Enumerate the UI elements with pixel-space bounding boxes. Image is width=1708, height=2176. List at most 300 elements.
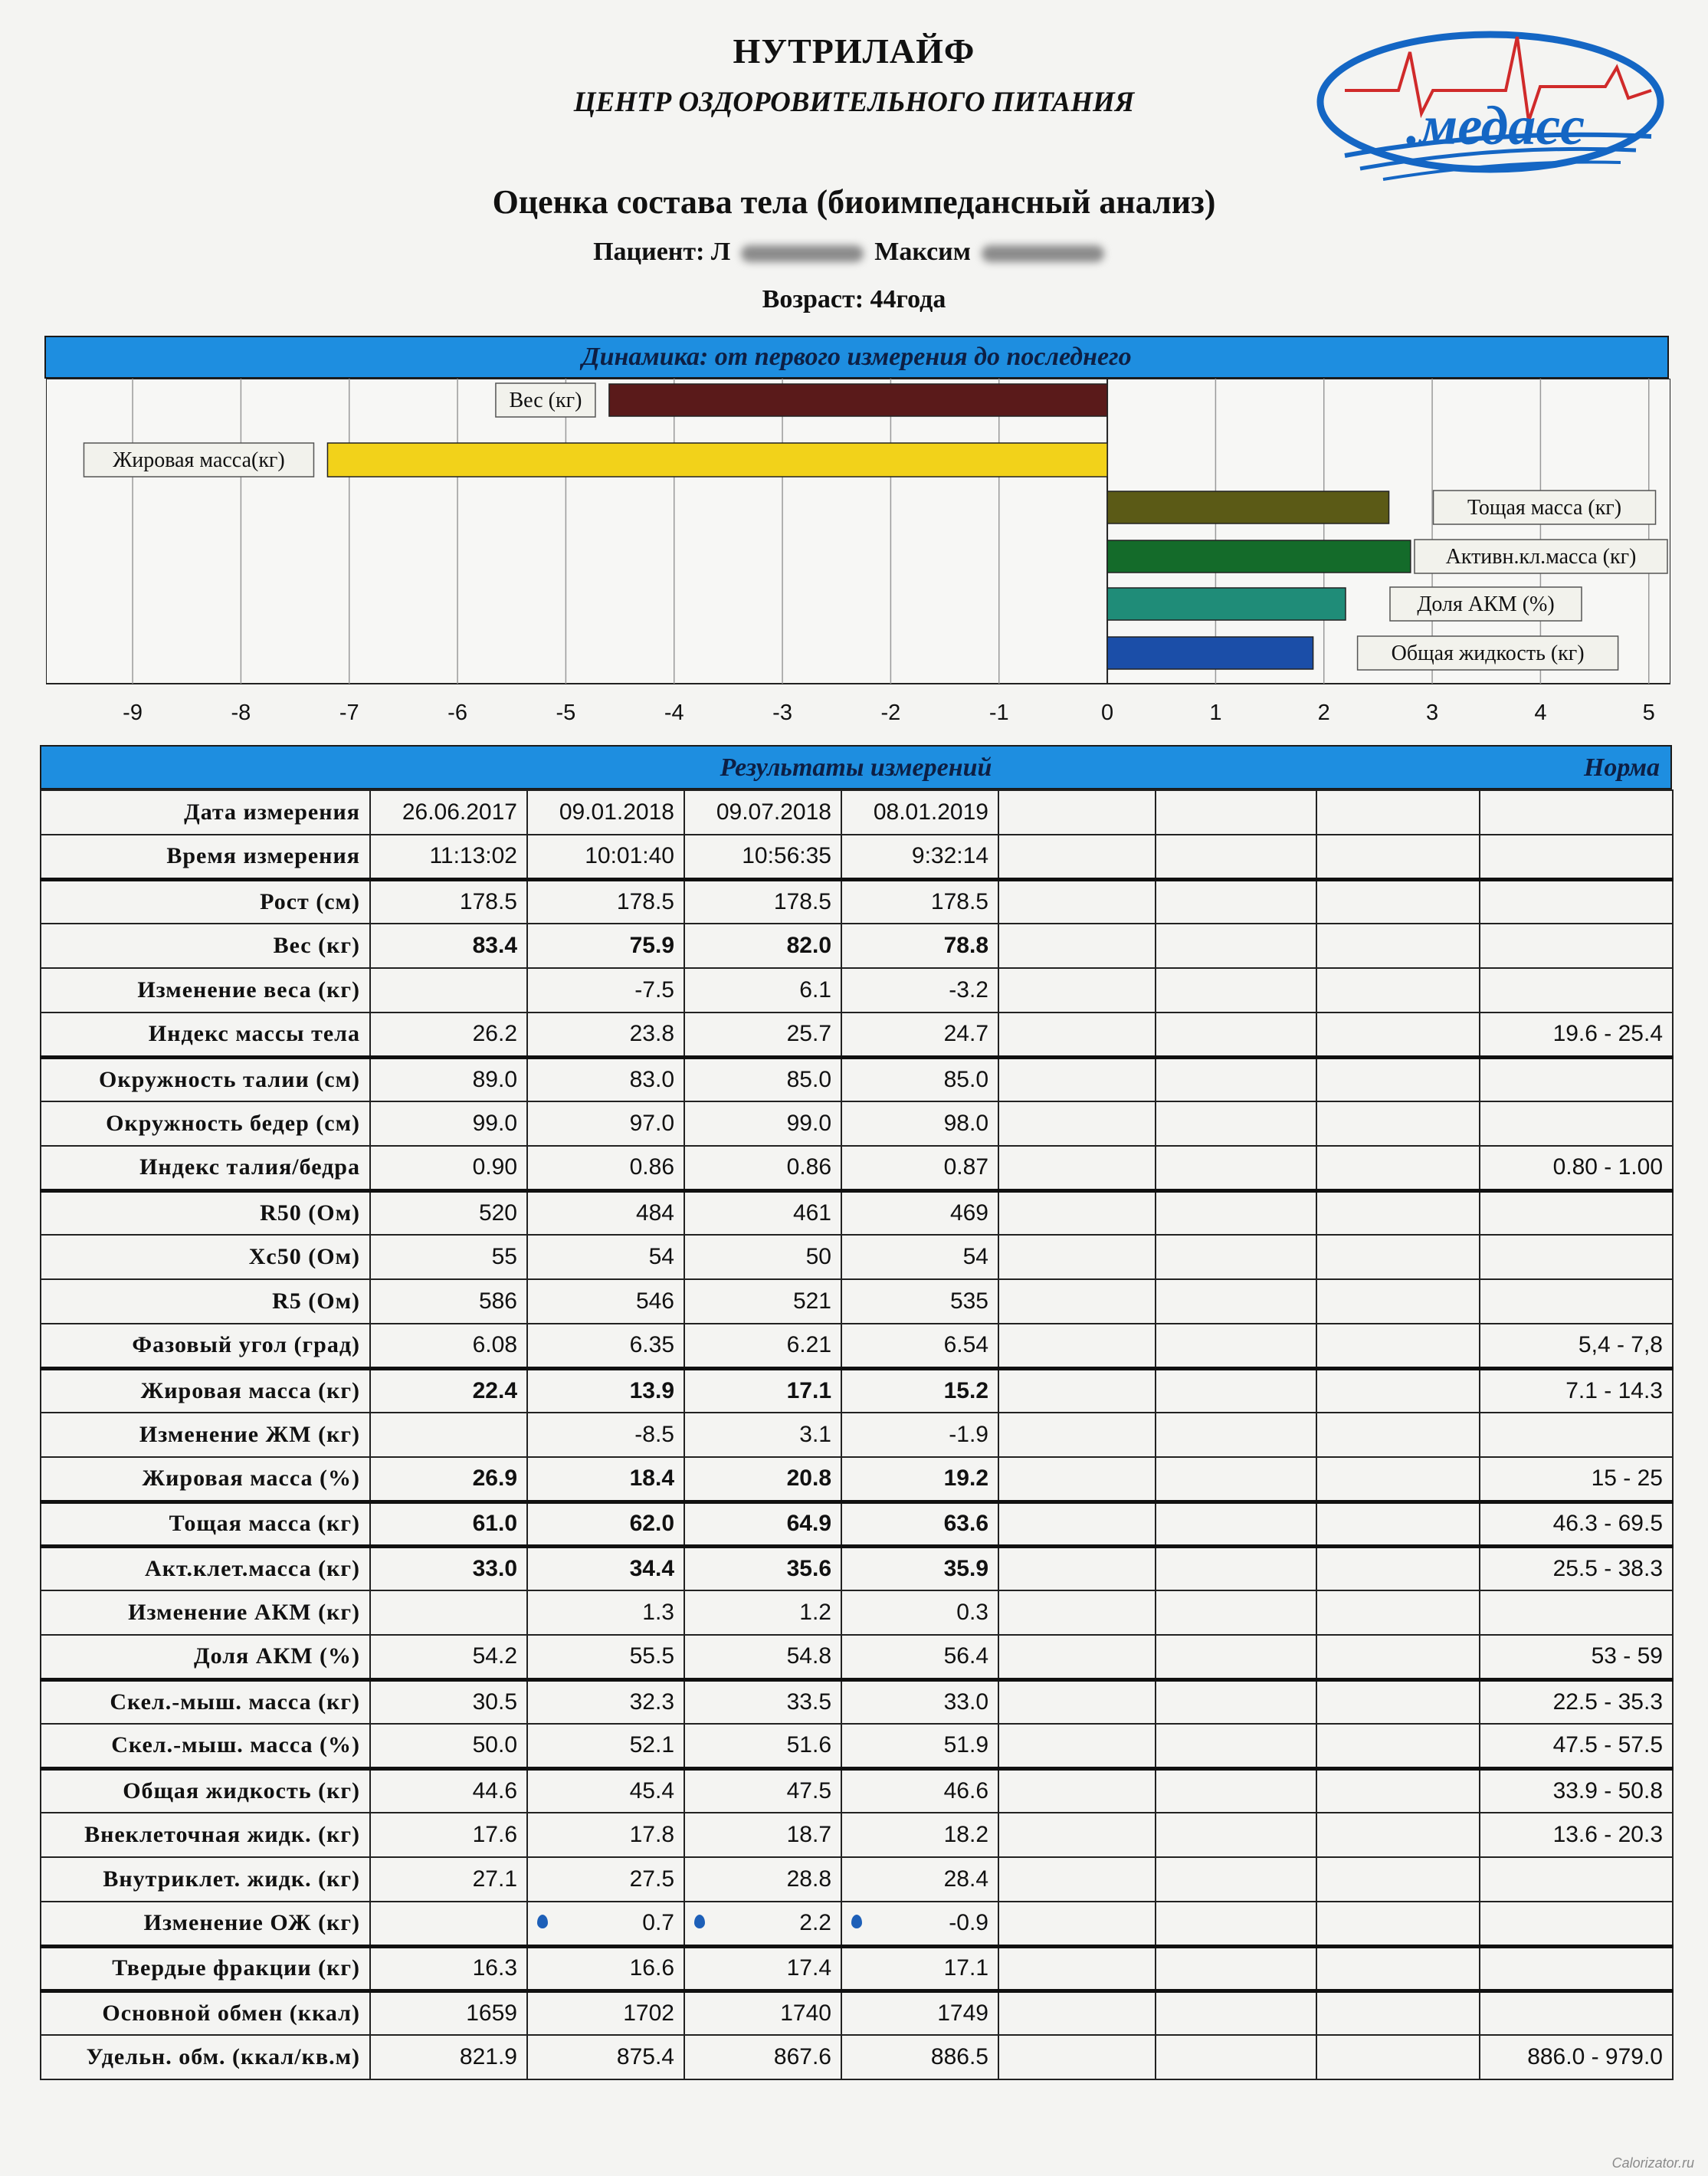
- measurement-value: 2.2: [799, 1910, 831, 1936]
- table-row: [41, 1190, 1673, 1235]
- measurement-value: 99.0: [472, 1111, 517, 1136]
- measurement-cell: [684, 1590, 841, 1635]
- measurement-value: 0.90: [472, 1154, 517, 1180]
- empty-cell: [1316, 1635, 1480, 1679]
- measurement-value: -8.5: [634, 1422, 674, 1447]
- measurement-value: 55: [491, 1244, 517, 1269]
- measurement-cell: [370, 968, 527, 1013]
- norm-cell: [1480, 968, 1673, 1013]
- measurement-cell: [527, 1724, 684, 1768]
- empty-cell: [1316, 790, 1480, 835]
- measurement-value: 1.2: [799, 1600, 831, 1625]
- table-row: [41, 1857, 1673, 1902]
- table-row: [41, 1324, 1673, 1368]
- table-row: [41, 1590, 1673, 1635]
- measurement-cell: [527, 1013, 684, 1057]
- norm-cell: 33.9 - 50.8: [1480, 1768, 1673, 1813]
- measurement-cell: [841, 879, 998, 924]
- measurement-cell: [527, 1546, 684, 1590]
- param-name: Удельн. обм. (ккал/кв.м): [41, 2035, 370, 2079]
- measurement-value: 178.5: [930, 888, 988, 914]
- norm-cell: 46.3 - 69.5: [1480, 1502, 1673, 1546]
- measurement-cell: [684, 2035, 841, 2079]
- measurement-value: 0.3: [956, 1600, 988, 1625]
- param-name: Изменение веса (кг): [41, 968, 370, 1013]
- table-row: [41, 924, 1673, 968]
- measurement-cell: [841, 2035, 998, 2079]
- measurement-cell: [370, 1813, 527, 1857]
- measurement-cell: [370, 1101, 527, 1146]
- empty-cell: [1156, 1635, 1316, 1679]
- empty-cell: [1316, 1279, 1480, 1324]
- measurement-cell: [841, 1324, 998, 1368]
- param-name: Окружность талии (см): [41, 1057, 370, 1101]
- measurement-value: 178.5: [616, 888, 674, 914]
- measurement-cell: [684, 1502, 841, 1546]
- measurement-cell: [370, 1991, 527, 2035]
- measurement-cell: [370, 1324, 527, 1368]
- norm-cell: [1480, 1235, 1673, 1279]
- empty-cell: [1316, 1946, 1480, 1991]
- results-title: Результаты измерений: [720, 753, 992, 782]
- measurement-value: 469: [949, 1200, 988, 1226]
- dynamics-chart: [46, 379, 1670, 739]
- measurement-value: 33.0: [943, 1689, 988, 1715]
- measurement-cell: [841, 1101, 998, 1146]
- measurement-cell: [370, 2035, 527, 2079]
- measurement-cell: [841, 1991, 998, 2035]
- measurement-value: 83.4: [472, 933, 517, 958]
- measurement-value: 11:13:02: [429, 843, 517, 869]
- measurement-value: 62.0: [629, 1511, 674, 1536]
- empty-cell: [998, 1813, 1156, 1857]
- measurement-cell: [684, 1457, 841, 1502]
- param-name: Окружность бедер (см): [41, 1101, 370, 1146]
- norm-cell: [1480, 1057, 1673, 1101]
- measurement-cell: [841, 1146, 998, 1190]
- table-row: [41, 1724, 1673, 1768]
- patient-label: Пациент: Л: [593, 238, 731, 266]
- measurement-value: 1740: [780, 2000, 831, 2026]
- measurement-value: 54.8: [786, 1643, 831, 1669]
- measurement-value: 1749: [937, 2000, 988, 2026]
- measurement-cell: [527, 1857, 684, 1902]
- norm-cell: [1480, 1413, 1673, 1457]
- measurement-cell: [527, 2035, 684, 2079]
- measurement-value: 546: [635, 1288, 674, 1314]
- measurement-cell: [841, 1502, 998, 1546]
- empty-cell: [1156, 1235, 1316, 1279]
- x-tick-label: -1: [988, 701, 1009, 725]
- norm-cell: 7.1 - 14.3: [1480, 1368, 1673, 1413]
- org-subtitle: ЦЕНТР ОЗДОРОВИТЕЛЬНОГО ПИТАНИЯ: [573, 87, 1135, 118]
- empty-cell: [998, 1991, 1156, 2035]
- empty-cell: [1156, 1279, 1316, 1324]
- measurement-value: 98.0: [943, 1111, 988, 1136]
- empty-cell: [998, 1146, 1156, 1190]
- x-tick-label: 4: [1534, 701, 1547, 725]
- measurement-value: 0.86: [629, 1154, 674, 1180]
- empty-cell: [1316, 879, 1480, 924]
- measurement-value: 08.01.2019: [873, 799, 988, 825]
- org-name: НУТРИЛАЙФ: [733, 31, 975, 71]
- empty-cell: [1316, 1502, 1480, 1546]
- measurement-cell: [841, 835, 998, 879]
- measurement-cell: [841, 924, 998, 968]
- measurement-value: 521: [792, 1288, 831, 1314]
- measurement-value: 27.5: [629, 1866, 674, 1892]
- norm-cell: [1480, 879, 1673, 924]
- measurement-value: 45.4: [629, 1777, 674, 1803]
- empty-cell: [1156, 1902, 1316, 1946]
- measurement-cell: [370, 1768, 527, 1813]
- measurement-value: 17.8: [629, 1822, 674, 1847]
- bar-label: Активн.кл.масса (кг): [1445, 545, 1637, 569]
- measurement-cell: [841, 1902, 998, 1946]
- empty-cell: [1316, 1413, 1480, 1457]
- empty-cell: [1316, 835, 1480, 879]
- measurement-cell: [841, 1235, 998, 1279]
- norm-cell: [1480, 1902, 1673, 1946]
- measurement-value: 6.08: [472, 1332, 517, 1358]
- measurement-cell: [527, 1679, 684, 1724]
- norm-cell: 15 - 25: [1480, 1457, 1673, 1502]
- empty-cell: [1316, 1724, 1480, 1768]
- param-name: Рост (см): [41, 879, 370, 924]
- measurement-cell: [370, 1235, 527, 1279]
- measurement-cell: [370, 1413, 527, 1457]
- measurement-cell: [370, 1013, 527, 1057]
- norm-cell: [1480, 1991, 1673, 2035]
- param-name: Жировая масса (кг): [41, 1368, 370, 1413]
- table-row: [41, 1146, 1673, 1190]
- redacted-patronymic: [982, 245, 1104, 262]
- empty-cell: [998, 835, 1156, 879]
- empty-cell: [998, 968, 1156, 1013]
- measurement-cell: [527, 1413, 684, 1457]
- measurement-value: 17.6: [472, 1822, 517, 1847]
- table-row: [41, 1768, 1673, 1813]
- empty-cell: [1316, 1057, 1480, 1101]
- measurement-value: 461: [792, 1200, 831, 1226]
- measurement-cell: [684, 1768, 841, 1813]
- watermark: Calorizator.ru: [1611, 2155, 1694, 2171]
- empty-cell: [998, 2035, 1156, 2079]
- measurement-cell: [841, 790, 998, 835]
- measurement-value: 1659: [466, 2000, 517, 2026]
- measurement-value: 51.9: [943, 1732, 988, 1758]
- empty-cell: [1156, 1324, 1316, 1368]
- measurement-cell: [527, 1991, 684, 2035]
- table-row: [41, 879, 1673, 924]
- measurement-cell: [527, 1813, 684, 1857]
- measurement-cell: [370, 1546, 527, 1590]
- norm-cell: 47.5 - 57.5: [1480, 1724, 1673, 1768]
- measurement-value: 10:56:35: [742, 843, 831, 869]
- empty-cell: [1156, 790, 1316, 835]
- empty-cell: [998, 1457, 1156, 1502]
- measurement-cell: [684, 1546, 841, 1590]
- param-name: Внеклеточная жидк. (кг): [41, 1813, 370, 1857]
- empty-cell: [998, 1013, 1156, 1057]
- table-row: [41, 1413, 1673, 1457]
- empty-cell: [1156, 1546, 1316, 1590]
- measurement-cell: [370, 1457, 527, 1502]
- measurement-value: 22.4: [472, 1377, 517, 1403]
- empty-cell: [998, 1057, 1156, 1101]
- x-tick-label: 1: [1209, 701, 1222, 725]
- measurement-value: 09.01.2018: [559, 799, 674, 825]
- norm-cell: [1480, 1857, 1673, 1902]
- measurement-cell: [684, 1635, 841, 1679]
- measurement-cell: [370, 1190, 527, 1235]
- patient-line: [0, 238, 1708, 267]
- empty-cell: [998, 1502, 1156, 1546]
- measurement-cell: [527, 790, 684, 835]
- empty-cell: [998, 1368, 1156, 1413]
- empty-cell: [1316, 1457, 1480, 1502]
- empty-cell: [1156, 1946, 1316, 1991]
- measurement-value: 83.0: [629, 1066, 674, 1092]
- measurement-cell: [841, 1679, 998, 1724]
- x-tick-label: -8: [231, 701, 251, 725]
- measurement-value: 55.5: [629, 1643, 674, 1669]
- measurement-cell: [841, 1724, 998, 1768]
- measurement-value: 18.2: [943, 1822, 988, 1847]
- measurement-value: 44.6: [472, 1777, 517, 1803]
- measurement-value: 13.9: [629, 1377, 674, 1403]
- measurement-cell: [370, 1679, 527, 1724]
- param-name: Дата измерения: [41, 790, 370, 835]
- measurement-value: 6.35: [629, 1332, 674, 1358]
- table-row: [41, 1679, 1673, 1724]
- empty-cell: [998, 1724, 1156, 1768]
- param-name: Внутриклет. жидк. (кг): [41, 1857, 370, 1902]
- param-name: R5 (Ом): [41, 1279, 370, 1324]
- empty-cell: [1316, 1368, 1480, 1413]
- measurement-cell: [527, 1590, 684, 1635]
- measurement-cell: [841, 1413, 998, 1457]
- measurement-cell: [370, 1902, 527, 1946]
- redacted-surname: [741, 245, 864, 262]
- measurement-value: -7.5: [634, 977, 674, 1003]
- param-name: Тощая масса (кг): [41, 1502, 370, 1546]
- measurement-value: 50: [805, 1244, 831, 1269]
- measurement-value: 09.07.2018: [716, 799, 831, 825]
- measurement-value: 28.4: [943, 1866, 988, 1892]
- logo-text: .медасс: [1406, 95, 1585, 156]
- measurement-value: 19.2: [943, 1465, 988, 1492]
- measurement-cell: [684, 1013, 841, 1057]
- measurement-cell: [527, 1946, 684, 1991]
- empty-cell: [1316, 1190, 1480, 1235]
- measurement-cell: [527, 1502, 684, 1546]
- measurement-cell: [684, 1279, 841, 1324]
- measurement-value: 63.6: [943, 1511, 988, 1536]
- measurement-cell: [684, 879, 841, 924]
- param-name: Время измерения: [41, 835, 370, 879]
- table-row: [41, 1101, 1673, 1146]
- empty-cell: [998, 1590, 1156, 1635]
- measurement-cell: [527, 835, 684, 879]
- table-row: [41, 1235, 1673, 1279]
- measurement-cell: [841, 1857, 998, 1902]
- empty-cell: [998, 1635, 1156, 1679]
- param-name: Акт.клет.масса (кг): [41, 1546, 370, 1590]
- measurement-value: 34.4: [629, 1555, 674, 1581]
- measurement-cell: [370, 1590, 527, 1635]
- measurement-value: 26.9: [472, 1465, 517, 1492]
- bar-1: [609, 384, 1107, 416]
- measurement-cell: [841, 968, 998, 1013]
- measurement-value: 33.5: [786, 1689, 831, 1715]
- empty-cell: [998, 1546, 1156, 1590]
- param-name: Скел.-мыш. масса (кг): [41, 1679, 370, 1724]
- empty-cell: [998, 879, 1156, 924]
- norm-cell: 886.0 - 979.0: [1480, 2035, 1673, 2079]
- measurement-cell: [527, 1457, 684, 1502]
- measurement-cell: [527, 1368, 684, 1413]
- measurement-cell: [684, 1146, 841, 1190]
- empty-cell: [1316, 1101, 1480, 1146]
- measurement-cell: [527, 1635, 684, 1679]
- norm-cell: [1480, 790, 1673, 835]
- measurement-cell: [527, 1101, 684, 1146]
- param-name: Доля АКМ (%): [41, 1635, 370, 1679]
- measurement-cell: [527, 1057, 684, 1101]
- empty-cell: [998, 1101, 1156, 1146]
- measurement-value: 9:32:14: [911, 843, 988, 869]
- table-row: [41, 1635, 1673, 1679]
- measurement-value: 46.6: [943, 1777, 988, 1803]
- measurement-cell: [527, 1324, 684, 1368]
- table-row: [41, 1991, 1673, 2035]
- measurement-value: 85.0: [786, 1066, 831, 1092]
- measurement-value: 15.2: [943, 1377, 988, 1403]
- empty-cell: [1316, 968, 1480, 1013]
- empty-cell: [998, 790, 1156, 835]
- measurement-value: 35.9: [943, 1555, 988, 1581]
- measurement-value: 20.8: [786, 1465, 831, 1492]
- empty-cell: [1156, 1057, 1316, 1101]
- table-row: [41, 1368, 1673, 1413]
- bar-3: [1107, 491, 1388, 523]
- measurement-value: 586: [478, 1288, 517, 1314]
- measurement-value: 27.1: [472, 1866, 517, 1892]
- measurement-value: -1.9: [949, 1422, 988, 1447]
- empty-cell: [1156, 1679, 1316, 1724]
- bar-label: Тощая масса (кг): [1467, 496, 1622, 520]
- empty-cell: [1156, 1457, 1316, 1502]
- measurement-cell: [370, 1146, 527, 1190]
- measurement-cell: [527, 924, 684, 968]
- x-tick-label: -7: [339, 701, 359, 725]
- norm-cell: 19.6 - 25.4: [1480, 1013, 1673, 1057]
- dynamics-section-header: Динамика: от первого измерения до последнего: [44, 336, 1669, 379]
- x-tick-label: -4: [664, 701, 684, 725]
- measurement-cell: [841, 1813, 998, 1857]
- norm-cell: 25.5 - 38.3: [1480, 1546, 1673, 1590]
- measurement-cell: [527, 879, 684, 924]
- measurement-cell: [841, 1946, 998, 1991]
- measurement-cell: [684, 1190, 841, 1235]
- measurement-cell: [684, 1368, 841, 1413]
- measurement-cell: [370, 1635, 527, 1679]
- measurement-value: 33.0: [472, 1555, 517, 1581]
- measurement-cell: [527, 1902, 684, 1946]
- empty-cell: [1156, 1013, 1316, 1057]
- measurement-value: 17.1: [786, 1377, 831, 1403]
- empty-cell: [1156, 879, 1316, 924]
- norm-cell: 22.5 - 35.3: [1480, 1679, 1673, 1724]
- measurement-value: 89.0: [472, 1066, 517, 1092]
- empty-cell: [998, 1857, 1156, 1902]
- empty-cell: [998, 924, 1156, 968]
- measurement-value: 54: [962, 1244, 988, 1269]
- measurement-value: 178.5: [773, 888, 831, 914]
- param-name: Скел.-мыш. масса (%): [41, 1724, 370, 1768]
- measurement-cell: [527, 1279, 684, 1324]
- measurement-cell: [527, 968, 684, 1013]
- empty-cell: [998, 1946, 1156, 1991]
- measurement-cell: [841, 1546, 998, 1590]
- measurement-value: 6.54: [943, 1332, 988, 1358]
- measurement-value: 28.8: [786, 1866, 831, 1892]
- measurement-cell: [684, 1679, 841, 1724]
- x-tick-label: -2: [880, 701, 901, 725]
- measurement-value: 1702: [623, 2000, 674, 2026]
- measurement-value: 535: [949, 1288, 988, 1314]
- empty-cell: [998, 1679, 1156, 1724]
- measurement-value: 54: [648, 1244, 674, 1269]
- measurement-value: 17.1: [943, 1955, 988, 1981]
- param-name: Твердые фракции (кг): [41, 1946, 370, 1991]
- norm-cell: [1480, 1190, 1673, 1235]
- medass-logo: [1314, 21, 1674, 198]
- bar-2: [327, 443, 1107, 477]
- measurement-cell: [684, 924, 841, 968]
- measurement-value: 26.2: [472, 1021, 517, 1047]
- measurement-cell: [841, 1057, 998, 1101]
- measurement-cell: [841, 1368, 998, 1413]
- empty-cell: [1316, 1768, 1480, 1813]
- norm-cell: 13.6 - 20.3: [1480, 1813, 1673, 1857]
- x-tick-label: -9: [123, 701, 143, 725]
- measurement-cell: [684, 835, 841, 879]
- measurement-value: 520: [478, 1200, 517, 1226]
- bar-6: [1107, 637, 1313, 669]
- norm-cell: [1480, 835, 1673, 879]
- measurement-cell: [841, 1190, 998, 1235]
- param-name: Xc50 (Ом): [41, 1235, 370, 1279]
- measurement-cell: [841, 1457, 998, 1502]
- measurement-cell: [684, 1057, 841, 1101]
- measurement-value: 99.0: [786, 1111, 831, 1136]
- measurement-cell: [684, 1413, 841, 1457]
- table-row: [41, 2035, 1673, 2079]
- measurement-value: 54.2: [472, 1643, 517, 1669]
- measurement-value: 97.0: [629, 1111, 674, 1136]
- measurement-value: 82.0: [786, 933, 831, 958]
- empty-cell: [1316, 1991, 1480, 2035]
- param-name: Изменение ЖМ (кг): [41, 1413, 370, 1457]
- results-section-header: [40, 745, 1672, 789]
- measurement-value: 178.5: [459, 888, 517, 914]
- measurement-value: -3.2: [949, 977, 988, 1003]
- empty-cell: [1316, 1857, 1480, 1902]
- empty-cell: [1316, 1902, 1480, 1946]
- measurement-cell: [370, 1857, 527, 1902]
